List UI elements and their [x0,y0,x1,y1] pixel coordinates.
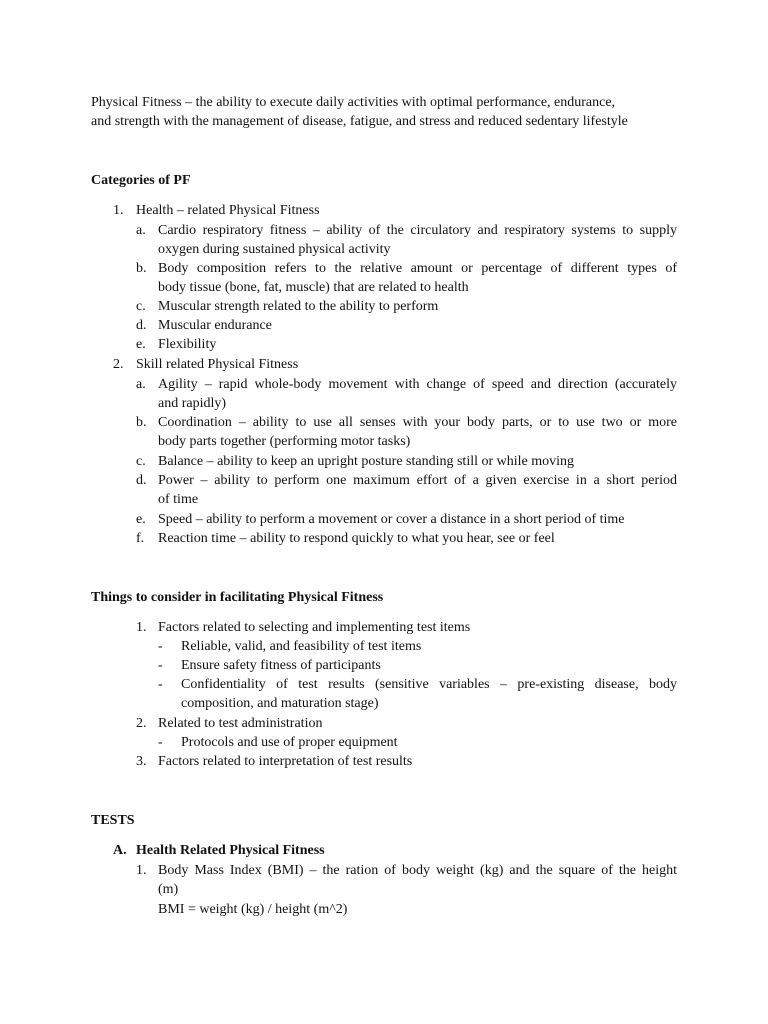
consider-item-1-sub-3-line-2: composition, and maturation stage) [181,696,379,711]
consider-item-1-title: Factors related to selecting and implementing test items [158,620,471,635]
skill-item-b-line-1: Coordination – ability to use all senses with your body parts, or to use two or more [158,415,677,430]
skill-item-f-marker: f. [136,531,145,546]
health-item-d-line-1: Muscular endurance [158,318,272,333]
skill-item-a-marker: a. [136,377,146,392]
skill-item-d-line-2: of time [158,492,199,507]
health-item-b-line-1: Body composition refers to the relative amount or percentage of different types of [158,261,677,276]
skill-item-a-line-2: and rapidly) [158,396,227,411]
health-item-c-marker: c. [136,299,146,314]
consider-item-1-number: 1. [136,620,147,635]
health-item-e-line-1: Flexibility [158,337,217,352]
tests-section-title: Health Related Physical Fitness [136,843,325,858]
skill-item-f-line-1: Reaction time – ability to respond quickly to what you hear, see or feel [158,531,555,546]
tests-item-1-number: 1. [136,863,147,878]
consider-item-1-sub-2: Ensure safety fitness of participants [181,658,381,673]
health-item-b-marker: b. [136,261,147,276]
bmi-formula: BMI = weight (kg) / height (m^2) [158,902,348,917]
tests-section-letter: A. [113,843,127,858]
intro-line-2: and strength with the management of disease, fatigue, and stress and reduced sedentary lifestyle [91,114,628,129]
consider-item-3-number: 3. [136,754,147,769]
health-item-c-line-1: Muscular strength related to the ability to perform [158,299,439,314]
skill-item-e-line-1: Speed – ability to perform a movement or cover a distance in a short period of time [158,512,625,527]
health-item-b-line-2: body tissue (bone, fat, muscle) that are related to health [158,280,469,295]
consider-item-1-sub-3-line-1: Confidentiality of test results (sensitive variables – pre-existing disease, body [181,677,677,692]
consider-item-1-sub-3-marker: - [158,677,163,692]
skill-number: 2. [113,357,124,372]
consider-item-2-sub-1: Protocols and use of proper equipment [181,735,398,750]
skill-item-d-marker: d. [136,473,147,488]
health-item-a-line-2: oxygen during sustained physical activity [158,242,391,257]
consider-item-1-sub-1-marker: - [158,639,163,654]
health-item-e-marker: e. [136,337,146,352]
skill-item-b-marker: b. [136,415,147,430]
health-title: Health – related Physical Fitness [136,203,320,218]
tests-heading: TESTS [91,813,135,828]
skill-item-e-marker: e. [136,512,146,527]
intro-line-1: Physical Fitness – the ability to execute daily activities with optimal performance, endurance, [91,95,616,110]
consider-heading: Things to consider in facilitating Physical Fitness [91,590,384,605]
consider-item-2-title: Related to test administration [158,716,323,731]
consider-item-1-sub-2-marker: - [158,658,163,673]
skill-item-b-line-2: body parts together (performing motor tasks) [158,434,411,449]
health-number: 1. [113,203,124,218]
tests-item-1-line-2: (m) [158,882,179,897]
skill-item-d-line-1: Power – ability to perform one maximum effort of a given exercise in a short period [158,473,677,488]
skill-item-c-line-1: Balance – ability to keep an upright posture standing still or while moving [158,454,575,469]
health-item-a-line-1: Cardio respiratory fitness – ability of the circulatory and respiratory systems to supply [158,223,677,238]
health-item-a-marker: a. [136,223,146,238]
consider-item-3-title: Factors related to interpretation of test results [158,754,413,769]
skill-item-a-line-1: Agility – rapid whole-body movement with change of speed and direction (accurately [158,377,677,392]
categories-heading: Categories of PF [91,173,191,188]
consider-item-2-number: 2. [136,716,147,731]
skill-title: Skill related Physical Fitness [136,357,299,372]
tests-item-1-line-1: Body Mass Index (BMI) – the ration of body weight (kg) and the square of the height [158,863,677,878]
consider-item-2-sub-1-marker: - [158,735,163,750]
consider-item-1-sub-1: Reliable, valid, and feasibility of test items [181,639,422,654]
health-item-d-marker: d. [136,318,147,333]
skill-item-c-marker: c. [136,454,146,469]
